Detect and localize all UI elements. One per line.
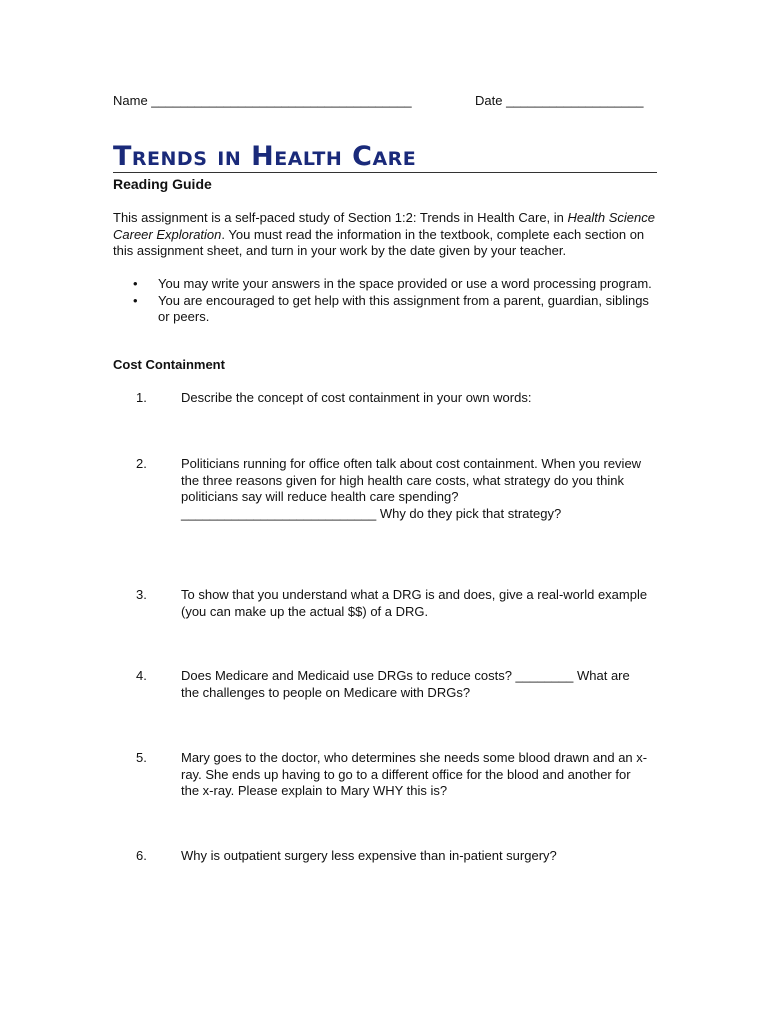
question-text: Why is outpatient surgery less expensive than in-patient surgery? — [181, 848, 557, 863]
question-text: To show that you understand what a DRG is and does, give a real-world example (you can make up the actual $$) of a DRG. — [181, 587, 648, 619]
intro-text-1: This assignment is a self-paced study of Section 1:2: Trends in Health Care, in — [113, 210, 568, 225]
section-heading: Cost Containment — [113, 357, 225, 372]
question-number: 1. — [136, 390, 147, 405]
name-field: Name ____________________________________ — [113, 93, 412, 108]
question-text: Politicians running for office often talk about cost containment. When you review the three reasons given for high health care costs, what strategy do you think politicians say will reduce health care spending? ___________________________ Why do they pick that strategy? — [181, 456, 642, 521]
question-number: 5. — [136, 750, 147, 765]
page-title: Trends in Health Care — [113, 142, 657, 173]
question-number: 3. — [136, 587, 147, 602]
list-item-text: You are encouraged to get help with this assignment from a parent, guardian, siblings or peers. — [158, 292, 649, 324]
intro-text-2: . You must read the information in the textbook, complete each section on this assignment sheet, and turn in your work by the date given by your teacher. — [113, 226, 645, 258]
question-number: 4. — [136, 668, 147, 683]
question-number: 2. — [136, 456, 147, 471]
bullet-icon: • — [133, 276, 138, 291]
list-item — [113, 276, 658, 293]
page-subtitle: Reading Guide — [113, 176, 212, 192]
question-text: Describe the concept of cost containment in your own words: — [181, 390, 532, 405]
list-item — [113, 293, 658, 326]
list-item-text: You may write your answers in the space provided or use a word processing program. — [158, 276, 652, 291]
date-field: Date ___________________ — [475, 93, 644, 108]
question-number: 6. — [136, 848, 147, 863]
book-title: Health Science Career Exploration — [113, 210, 655, 242]
question-text: Does Medicare and Medicaid use DRGs to reduce costs? ________ What are the challenges to people on Medicare with DRGs? — [181, 668, 630, 700]
instruction-list — [113, 276, 658, 326]
bullet-icon: • — [133, 292, 138, 308]
intro-paragraph — [113, 210, 658, 260]
question-text: Mary goes to the doctor, who determines she needs some blood drawn and an x-ray. She ends up having to go to a different office for the blood and another for the x-ray. Please explain to Mary WHY this is? — [181, 750, 648, 798]
